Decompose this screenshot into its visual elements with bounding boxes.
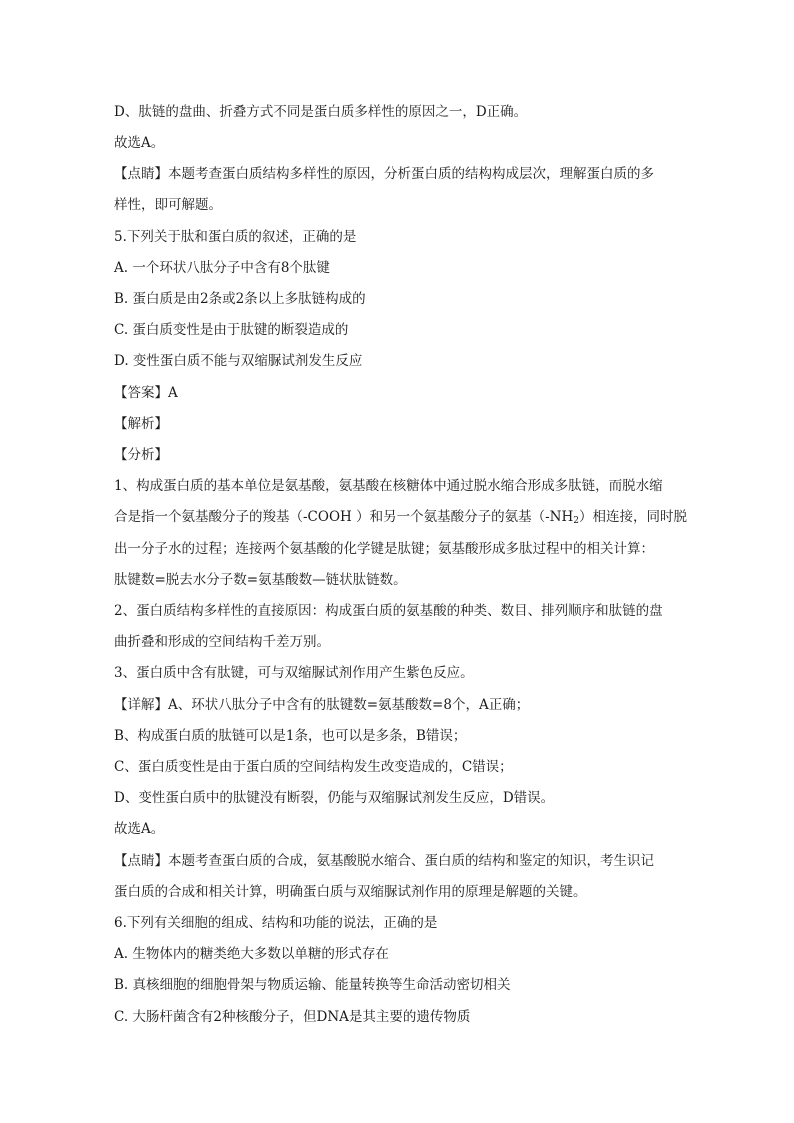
- text-line-part: 合是指一个氨基酸分子的羧基（-COOH ）和另一个氨基酸分子的氨基（-NH: [114, 509, 574, 525]
- option-b: B. 蛋白质是由2条或2条以上多肽链构成的: [114, 291, 366, 307]
- detail-line: B、构成蛋白质的肽链可以是1条，也可以是多条，B错误；: [114, 728, 467, 744]
- option-b: B. 真核细胞的细胞骨架与物质运输、能量转换等生命活动密切相关: [114, 977, 511, 993]
- text-line: 3、蛋白质中含有肽键，可与双缩脲试剂作用产生紫色反应。: [114, 665, 474, 681]
- question-6-title: 6.下列有关细胞的组成、结构和功能的说法，正确的是: [114, 915, 438, 931]
- text-line-nh2: [114, 507, 694, 527]
- detail-line: D、变性蛋白质中的肽键没有断裂，仍能与双缩脲试剂发生反应，D错误。: [114, 790, 555, 806]
- text-line: 故选A。: [114, 135, 165, 151]
- option-c: C. 蛋白质变性是由于肽键的断裂造成的: [114, 322, 349, 338]
- text-line: 出一分子水的过程；连接两个氨基酸的化学键是肽键；氨基酸形成多肽过程中的相关计算：: [114, 541, 654, 557]
- subscript-2: 2: [573, 516, 579, 526]
- text-line: 肽键数=脱去水分子数=氨基酸数—链状肽链数。: [114, 572, 407, 588]
- text-line: 【点睛】本题考查蛋白质的合成，氨基酸脱水缩合、蛋白质的结构和鉴定的知识，考生识记: [114, 853, 654, 869]
- text-line-part: ）相连接，同时脱: [578, 509, 687, 525]
- text-line: D、肽链的盘曲、折叠方式不同是蛋白质多样性的原因之一，D正确。: [114, 104, 528, 120]
- analysis-heading: 【解析】: [114, 416, 168, 432]
- text-line: 故选A。: [114, 821, 165, 837]
- option-d: D. 变性蛋白质不能与双缩脲试剂发生反应: [114, 353, 363, 369]
- detail-line: 【详解】A、环状八肽分子中含有的肽键数=氨基酸数=8个，A正确；: [114, 697, 530, 713]
- question-5-title: 5.下列关于肽和蛋白质的叙述，正确的是: [114, 229, 357, 245]
- text-line: 曲折叠和形成的空间结构千差万别。: [114, 634, 330, 650]
- option-a: A. 生物体内的糖类绝大多数以单糖的形式存在: [114, 946, 389, 962]
- detail-line: C、蛋白质变性是由于蛋白质的空间结构发生改变造成的，C错误；: [114, 759, 513, 775]
- option-a: A. 一个环状八肽分子中含有8个肽键: [114, 260, 330, 276]
- text-line: 【点睛】本题考查蛋白质结构多样性的原因，分析蛋白质的结构构成层次，理解蛋白质的多: [114, 166, 654, 182]
- text-line: 1、构成蛋白质的基本单位是氨基酸，氨基酸在核糖体中通过脱水缩合形成多肽链，而脱水缩: [114, 478, 663, 494]
- text-line: 样性，即可解题。: [114, 197, 222, 213]
- text-line: 蛋白质的合成和相关计算，明确蛋白质与双缩脲试剂作用的原理是解题的关键。: [114, 884, 587, 900]
- text-line: 2、蛋白质结构多样性的直接原因：构成蛋白质的氨基酸的种类、数目、排列顺序和肽链的盘: [114, 603, 663, 619]
- analysis-subheading: 【分析】: [114, 447, 168, 463]
- option-c: C. 大肠杆菌含有2种核酸分子，但DNA是其主要的遗传物质: [114, 1009, 471, 1025]
- answer-label: 【答案】A: [114, 385, 178, 401]
